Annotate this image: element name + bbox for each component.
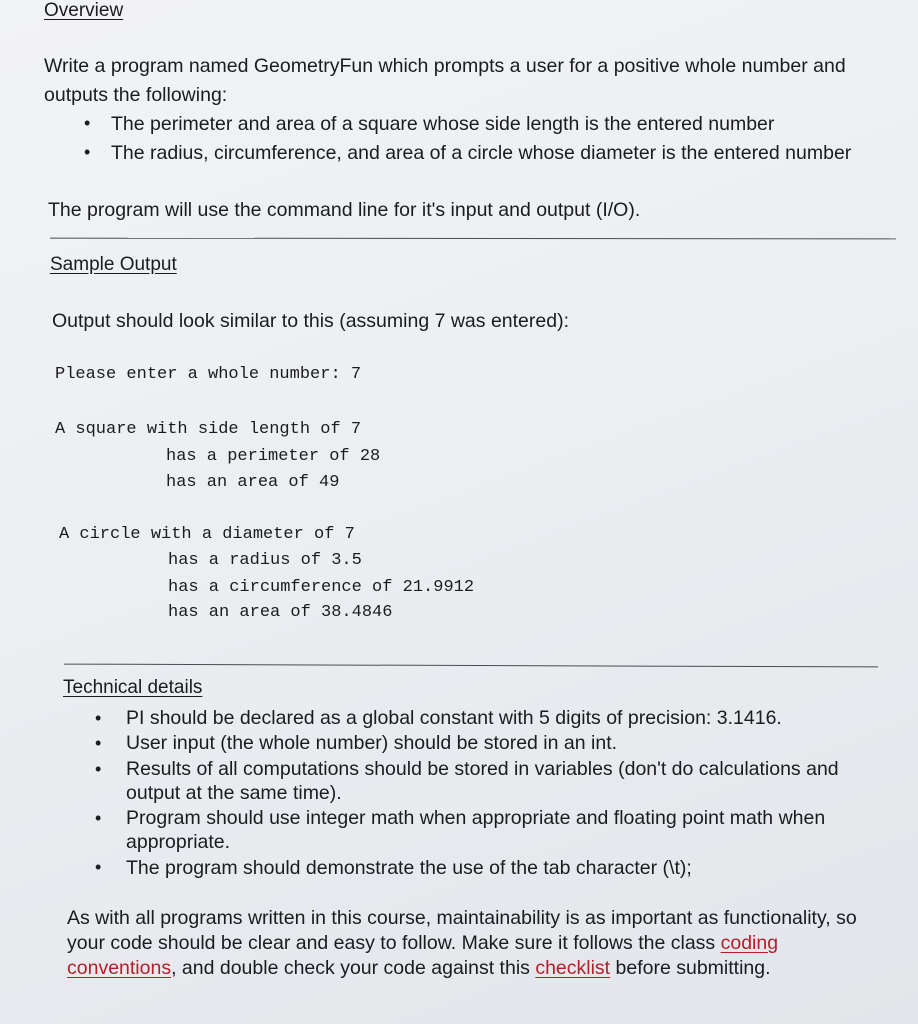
section-divider [50, 238, 896, 240]
closing-line-3-text: , and double check your code against this [171, 957, 536, 979]
circle-line-4: has an area of 38.4846 [168, 603, 393, 622]
overview-intro-line2: outputs the following: [44, 84, 228, 106]
technical-bullet-3-line1: Results of all computations should be stored in variables (don't do calculations and [126, 758, 839, 780]
circle-line-3: has a circumference of 21.9912 [168, 578, 475, 597]
square-line-2: has a perimeter of 28 [166, 447, 381, 466]
closing-line-3 [67, 955, 771, 981]
bullet-icon: • [95, 857, 102, 877]
sample-output-heading: Sample Output [50, 254, 177, 275]
closing-line-2 [67, 930, 778, 956]
closing-line-3-suffix: before submitting. [610, 957, 771, 979]
technical-details-heading: Technical details [63, 677, 203, 698]
sample-prompt-line: Please enter a whole number: 7 [55, 365, 362, 384]
closing-line-2-text: your code should be clear and easy to follow. Make sure it follows the class [67, 932, 721, 954]
bullet-icon: • [95, 759, 102, 779]
io-note: The program will use the command line for it's input and output (I/O). [48, 199, 641, 221]
technical-bullet-4-line2: appropriate. [126, 831, 231, 853]
coding-conventions-link-continued[interactable]: conventions [67, 957, 172, 979]
technical-bullet-1: PI should be declared as a global constant with 5 digits of precision: 3.1416. [126, 707, 782, 729]
bullet-icon: • [95, 733, 102, 753]
technical-bullet-2: User input (the whole number) should be stored in an int. [126, 732, 618, 754]
technical-bullet-3-line2: output at the same time). [126, 782, 342, 804]
section-divider [64, 664, 878, 668]
overview-heading: Overview [44, 0, 124, 21]
square-line-1: A square with side length of 7 [55, 420, 362, 439]
overview-bullet-1: The perimeter and area of a square whose side length is the entered number [111, 113, 775, 135]
bullet-icon: • [84, 142, 91, 162]
closing-line-1: As with all programs written in this course, maintainability is as important as functionality, so [67, 907, 857, 929]
bullet-icon: • [95, 708, 102, 728]
overview-bullet-2: The radius, circumference, and area of a circle whose diameter is the entered number [111, 142, 852, 164]
overview-intro-line1: Write a program named GeometryFun which prompts a user for a positive whole number and [44, 55, 846, 77]
square-line-3: has an area of 49 [166, 473, 340, 492]
circle-line-2: has a radius of 3.5 [168, 551, 362, 570]
technical-bullet-4-line1: Program should use integer math when appropriate and floating point math when [126, 807, 826, 829]
circle-line-1: A circle with a diameter of 7 [59, 525, 355, 544]
checklist-link[interactable]: checklist [535, 957, 611, 979]
bullet-icon: • [84, 113, 91, 133]
sample-output-intro: Output should look similar to this (assuming 7 was entered): [52, 310, 569, 332]
technical-bullet-5: The program should demonstrate the use of the tab character (\t); [126, 857, 692, 879]
coding-conventions-link[interactable]: coding [720, 932, 779, 954]
bullet-icon: • [95, 808, 102, 828]
